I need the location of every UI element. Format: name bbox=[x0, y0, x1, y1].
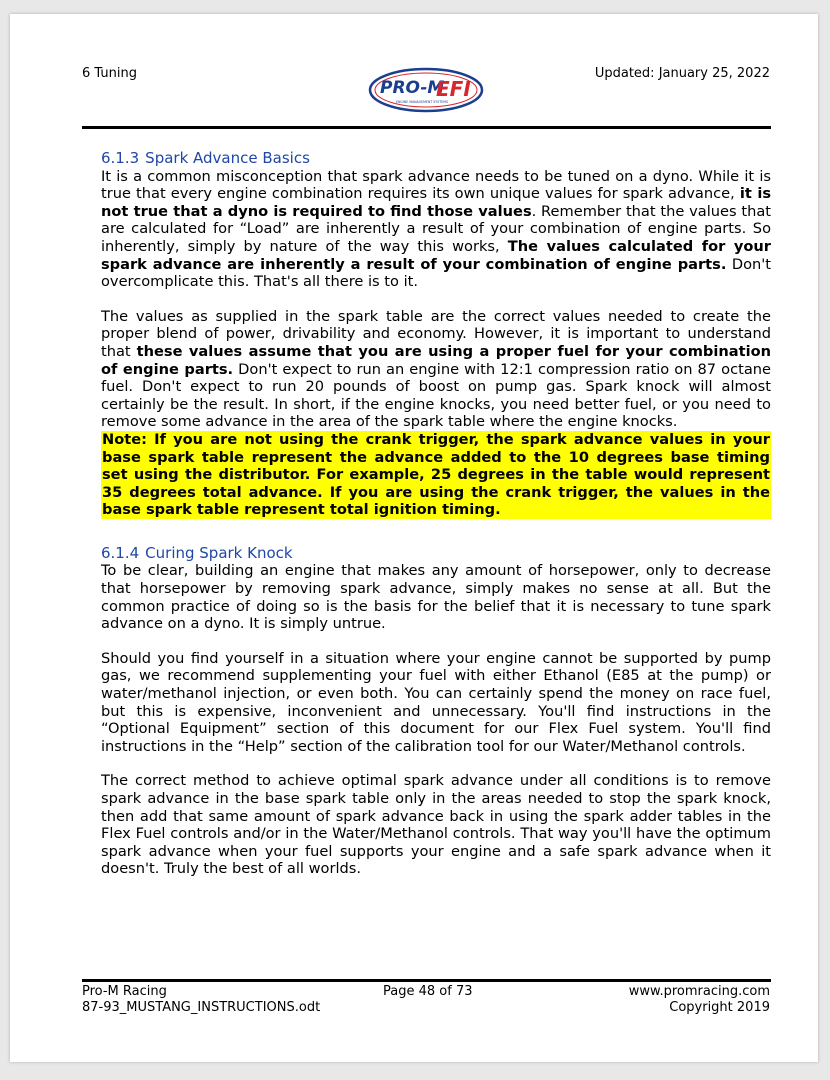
paragraph-spark-knock-1: To be clear, building an engine that makes any amount of horsepower, only to decrease that horsepower by removing spark advance, simply makes no sense at all. But the common practice of doing so is the basis for the belief that it is necessary to tune spark advance on a dyno. It is simply untrue. bbox=[101, 562, 771, 633]
text-run: Don't overcomplicate this. That's all there is to it. bbox=[101, 255, 771, 291]
document-body bbox=[101, 150, 771, 878]
footer-company: Pro-M Racing bbox=[82, 984, 167, 999]
footer-copyright: Copyright 2019 bbox=[669, 1000, 770, 1015]
emphasis-run: these values assume that you are using a proper fuel for your combination of engine parts. bbox=[101, 342, 771, 378]
text-run: It is a common misconception that spark advance needs to be tuned on a dyno. While it is true that every engine combination requires its own unique values for spark advance, bbox=[101, 167, 771, 203]
paragraph-spark-knock-3: The correct method to achieve optimal spark advance under all conditions is to remove spark advance in the base spark table only in the areas needed to stop the spark knock, then add that same amount of spark advance back in using the spark adder tables in the Flex Fuel controls and/or in the Water/Methanol controls. That way you'll have the optimum spark advance when your fuel supports your engine and a safe spark advance when it doesn't. Truly the best of all worlds. bbox=[101, 772, 771, 878]
paragraph-spark-knock-2: Should you find yourself in a situation where your engine cannot be supported by pump gas, we recommend supplementing your fuel with either Ethanol (E85 at the pump) or water/methanol injection, or even both. You can certainly spend the money on race fuel, but this is expensive, inconvenient and unnecessary. You'll find instructions in the “Optional Equipment” section of this document for our Flex Fuel system. You'll find instructions in the “Help” section of the calibration tool for our Water/Methanol controls. bbox=[101, 649, 771, 755]
document-page bbox=[10, 14, 818, 1062]
text-run: . Remember that the values that are calculated for “Load” are inherently a result of your combination of engine parts. So inherently, simply by nature of the way this works, bbox=[101, 202, 771, 255]
emphasis-run: it is not true that a dyno is required to find those values bbox=[101, 185, 772, 220]
header-rule bbox=[82, 126, 771, 129]
paragraph-spark-basics-1 bbox=[101, 168, 771, 291]
section-number: 6.1.4 bbox=[101, 543, 140, 562]
section-heading-6-1-3 bbox=[101, 150, 771, 168]
header-section-label: 6 Tuning bbox=[82, 66, 137, 81]
logo-subtext: ENGINE MANAGEMENT SYSTEMS bbox=[396, 100, 448, 104]
footer-website: www.promracing.com bbox=[628, 984, 770, 999]
logo-pro-m-text: PRO-M bbox=[380, 78, 445, 98]
highlighted-note: Note: If you are not using the crank trigger, the spark advance values in your base spark table represent the advance added to the 10 degrees base timing set using the distributor. For example, 25 degrees in the table would represent 35 degrees total advance. If you are using the crank trigger, the values in the base spark table represent total ignition timing. bbox=[102, 430, 770, 519]
logo-efi-text: EFI bbox=[436, 77, 471, 101]
text-run: The values as supplied in the spark table are the correct values needed to create the proper blend of power, drivability and economy. However, it is important to understand that bbox=[101, 307, 771, 360]
footer-page-number: Page 48 of 73 bbox=[383, 984, 473, 999]
footer-rule bbox=[82, 979, 771, 982]
text-run: Don't expect to run an engine with 12:1 compression ratio on 87 octane fuel. Don't expect to run 20 pounds of boost on pump gas. Spark knock will almost certainly be the result. In short, if the engine knocks, you need better fuel, or you need to remove some advance in the area of the spark table where the engine knocks. bbox=[101, 360, 771, 431]
section-title: Spark Advance Basics bbox=[145, 149, 310, 167]
emphasis-run: The values calculated for your spark advance are inherently a result of your combination of engine parts. bbox=[101, 237, 772, 273]
section-title: Curing Spark Knock bbox=[145, 543, 293, 562]
section-heading-6-1-4 bbox=[101, 545, 771, 563]
pro-m-efi-logo bbox=[368, 66, 484, 114]
paragraph-spark-basics-2 bbox=[101, 308, 771, 431]
footer-filename: 87-93_MUSTANG_INSTRUCTIONS.odt bbox=[82, 1000, 321, 1015]
header-updated-date: Updated: January 25, 2022 bbox=[594, 66, 770, 81]
section-number: 6.1.3 bbox=[101, 149, 140, 167]
